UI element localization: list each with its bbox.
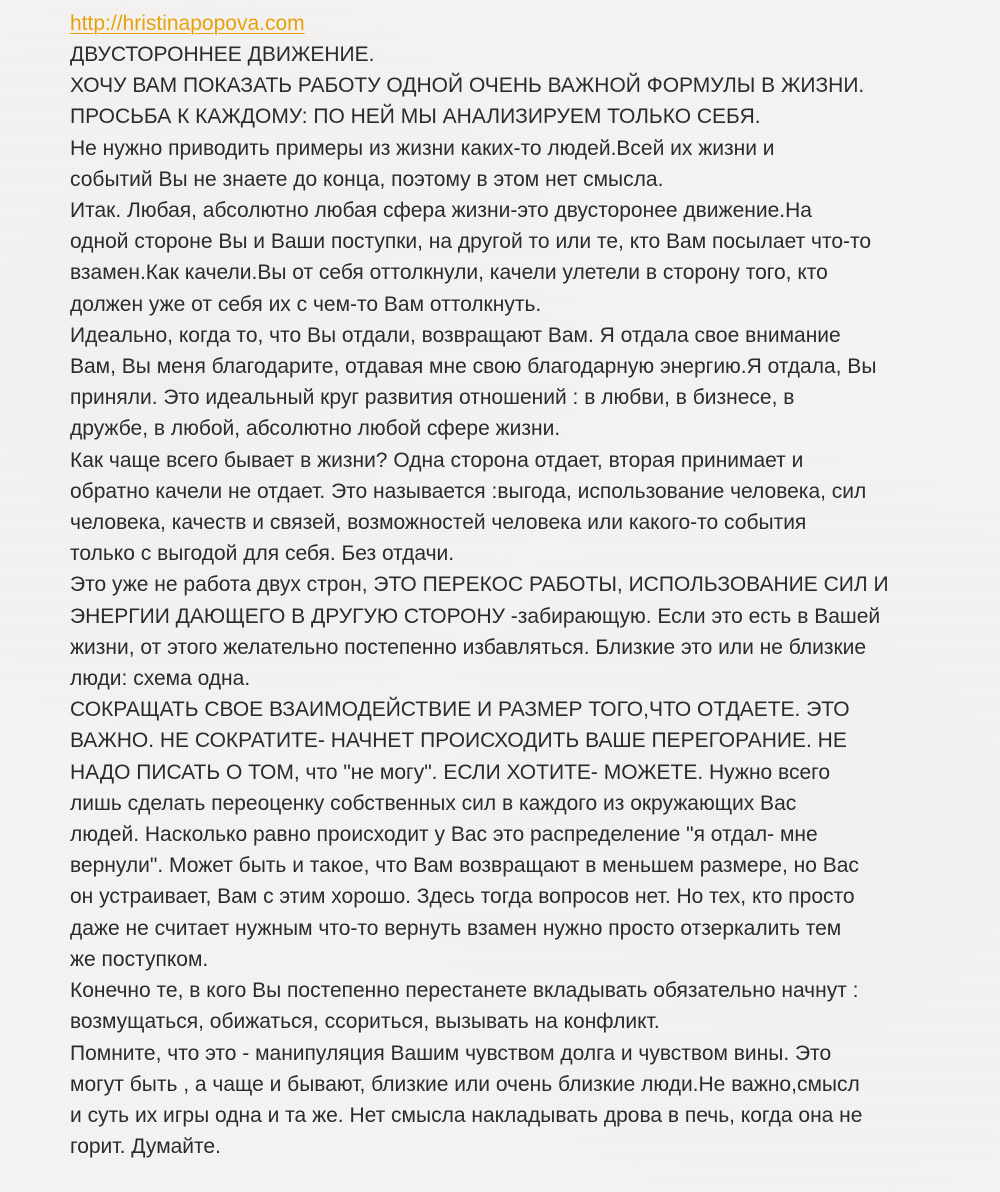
paragraph: Идеально, когда то, что Вы отдали, возвращают Вам. Я отдала свое внимание Вам, Вы меня благодарите, отдавая мне свою благодарную энергию.Я отдала, Вы приняли. Это идеальный круг развития отношений : в любви, в бизнесе, в дружбе, в любой, абсолютно любой сфере жизни.: [70, 323, 877, 441]
paragraph: Как чаще всего бывает в жизни? Одна сторона отдает, вторая принимает и обратно качели не отдает. Это называется :выгода, использование человека, сил человека, качеств и связей, возможностей человека или какого-то события только с выгодой для себя. Без отдачи.: [70, 448, 867, 566]
paragraph: Это уже не работа двух строн, ЭТО ПЕРЕКОС РАБОТЫ, ИСПОЛЬЗОВАНИЕ СИЛ И ЭНЕРГИИ ДАЮЩЕГО В ДРУГУЮ СТОРОНУ -забирающую. Если это есть в Вашей жизни, от этого желательно постепенно избавляться. Близкие это или не близкие люди: схема одна.: [70, 573, 889, 691]
paragraph: Помните, что это - манипуляция Вашим чувством долга и чувством вины. Это могут быть , а чаще и бывают, близкие или очень близкие люди.Не важно,смысл и суть их игры одна и та же. Нет смысла накладывать дрова в печь, когда она не горит. Думайте.: [70, 1041, 863, 1159]
article-title: ДВУСТОРОННЕЕ ДВИЖЕНИЕ.: [70, 43, 375, 66]
paragraph: ПРОСЬБА К КАЖДОМУ: ПО НЕЙ МЫ АНАЛИЗИРУЕМ ТОЛЬКО СЕБЯ.: [70, 105, 761, 129]
document-page: [70, 8, 990, 1162]
paragraph: Не нужно приводить примеры из жизни каких-то людей.Всей их жизни и событий Вы не знаете до конца, поэтому в этом нет смысла.: [70, 136, 775, 191]
website-link[interactable]: http://hristinapopova.com: [70, 12, 305, 35]
paragraph: СОКРАЩАТЬ СВОЕ ВЗАИМОДЕЙСТВИЕ И РАЗМЕР ТОГО,ЧТО ОТДАЕТЕ. ЭТО ВАЖНО. НЕ СОКРАТИТЕ- НАЧНЕТ ПРОИСХОДИТЬ ВАШЕ ПЕРЕГОРАНИЕ. НЕ НАДО ПИСАТЬ О ТОМ, что "не могу". ЕСЛИ ХОТИТЕ- МОЖЕТЕ. Нужно всего лишь сделать переоценку собственных сил в каждого из окружающих Вас людей. Насколько равно происходит у Вас это распределение "я отдал- мне вернули". Может быть и такое, что Вам возвращают в меньшем размере, но Вас он устраивает, Вам с этим хорошо. Здесь тогда вопросов нет. Но тех, кто просто даже не считает нужным что-то вернуть взамен нужно просто отзеркалить тем же поступком.: [70, 698, 859, 971]
paragraph: Конечно те, в кого Вы постепенно перестанете вкладывать обязательно начнут : возмущаться, обижаться, ссориться, вызывать на конфликт.: [70, 979, 859, 1034]
paragraph: ХОЧУ ВАМ ПОКАЗАТЬ РАБОТУ ОДНОЙ ОЧЕНЬ ВАЖНОЙ ФОРМУЛЫ В ЖИЗНИ.: [70, 74, 865, 98]
article-body: [70, 39, 990, 1162]
paragraph: Итак. Любая, абсолютно любая сфера жизни-это двусторонее движение.На одной стороне Вы и Ваши поступки, на другой то или те, кто Вам посылает что-то взамен.Как качели.Вы от себя оттолкнули, качели улетели в сторону того, кто должен уже от себя их с чем-то Вам оттолкнуть.: [70, 199, 872, 316]
